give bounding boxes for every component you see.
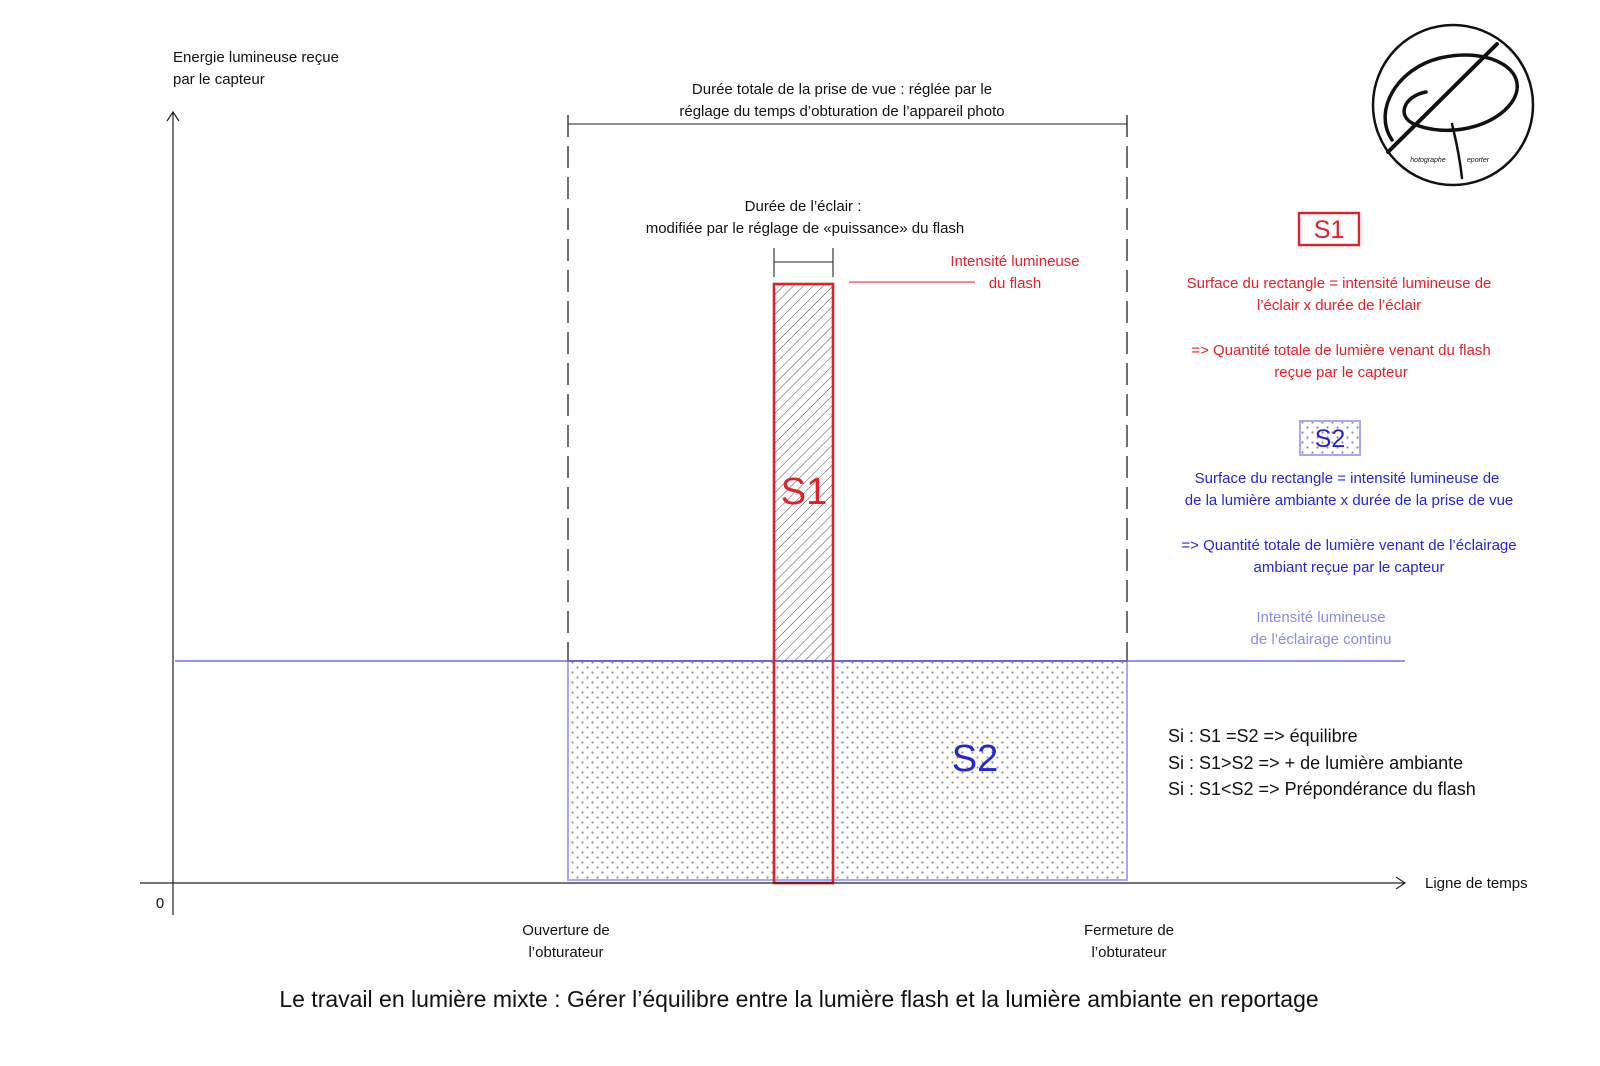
legend-s1-text: Surface du rectangle = intensité lumineuse de	[1186, 275, 1492, 292]
s1-label: S1	[780, 471, 828, 513]
legend-s2-text: ambiant reçue par le capteur	[1253, 559, 1445, 576]
legend-s2	[1181, 421, 1516, 576]
caption: Le travail en lumière mixte : Gérer l’équilibre entre la lumière flash et la lumière ambiante en reportage	[279, 986, 1319, 1012]
legend-s1-swatch-label: S1	[1313, 216, 1345, 244]
legend-s1	[1187, 213, 1492, 381]
legend-s2-swatch-label: S2	[1314, 425, 1346, 453]
flash-intensity-label-line1: Intensité lumineuse	[950, 253, 1080, 270]
shutter-open-label-line2: l’obturateur	[528, 944, 604, 961]
flash-intensity-label-line2: du flash	[988, 275, 1042, 292]
s2-rectangle	[568, 661, 1127, 880]
exposure-label-line2: réglage du temps d’obturation de l’appareil photo	[679, 103, 1005, 120]
y-axis-label-line1: Energie lumineuse reçue	[173, 49, 339, 66]
legend-s1-text: => Quantité totale de lumière venant du flash	[1191, 342, 1491, 359]
y-axis	[167, 112, 179, 915]
ambient-intensity-label-line2: de l’éclairage continu	[1250, 631, 1392, 648]
logo-text-2: eporter	[1466, 157, 1490, 164]
shutter-open-label-line1: Ouverture de	[522, 922, 610, 939]
exposure-label-line1: Durée totale de la prise de vue : réglée par le	[691, 81, 993, 98]
shutter-close-label-line1: Fermeture de	[1083, 922, 1175, 939]
x-axis-label: Ligne de temps	[1425, 875, 1528, 892]
shutter-close-label-line2: l’obturateur	[1091, 944, 1167, 961]
flash-duration-bracket	[774, 248, 833, 277]
flash-duration-label-line1: Durée de l’éclair :	[744, 198, 862, 215]
ambient-intensity-label-line1: Intensité lumineuse	[1256, 609, 1386, 626]
origin-label: 0	[155, 895, 165, 912]
legend-s2-text: Surface du rectangle = intensité lumineuse de	[1194, 470, 1500, 487]
rule-greater: Si : S1>S2 => + de lumière ambiante	[1168, 753, 1464, 773]
logo	[1373, 25, 1533, 185]
rule-less: Si : S1<S2 => Prépondérance du flash	[1168, 779, 1476, 799]
rule-equal: Si : S1 =S2 => équilibre	[1168, 726, 1358, 746]
legend-s2-text: de la lumière ambiante x durée de la prise de vue	[1184, 492, 1514, 509]
legend-s1-text: reçue par le capteur	[1274, 364, 1408, 381]
legend-s1-text: l’éclair x durée de l’éclair	[1256, 297, 1422, 314]
legend-s2-text: => Quantité totale de lumière venant de l’éclairage	[1181, 537, 1517, 554]
flash-duration-label-line2: modifiée par le réglage de «puissance» du flash	[645, 220, 965, 237]
logo-text-1: hotographe	[1410, 157, 1446, 164]
s2-label: S2	[951, 738, 999, 780]
y-axis-label-line2: par le capteur	[173, 71, 265, 88]
